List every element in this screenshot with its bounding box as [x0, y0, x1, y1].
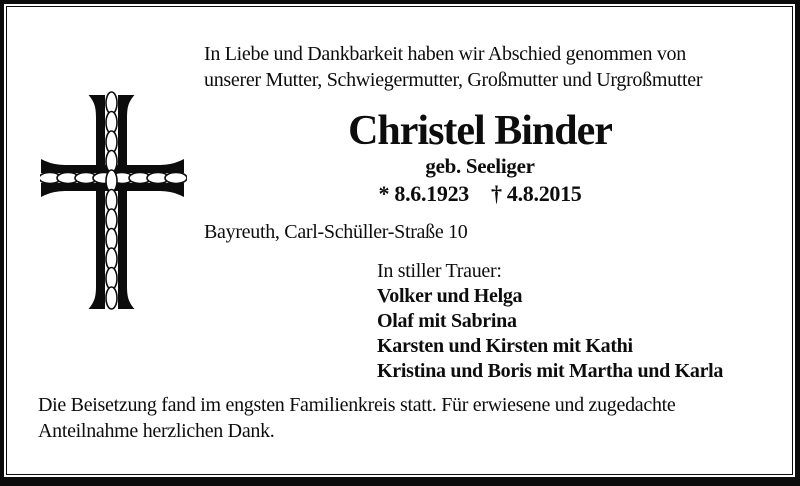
birth-date: * 8.6.1923	[378, 181, 469, 206]
closing-text	[38, 392, 675, 444]
intro-line: unserer Mutter, Schwiegermutter, Großmutter und Urgroßmutter	[204, 69, 703, 91]
closing-line: Anteilnahme herzlichen Dank.	[38, 420, 275, 442]
mourner-name: Volker und Helga	[377, 285, 523, 307]
closing-line: Die Beisetzung fand im engsten Familienkreis statt. Für erwiesene und zugedachte	[38, 394, 676, 416]
intro-line: In Liebe und Dankbarkeit haben wir Abschied genommen von	[204, 43, 686, 65]
deceased-name: Christel Binder	[348, 108, 612, 154]
address-line: Bayreuth, Carl-Schüller-Straße 10	[204, 221, 468, 243]
life-dates	[130, 180, 800, 207]
mourning-block	[377, 259, 723, 384]
mourner-name: Kristina und Boris mit Martha und Karla	[377, 360, 724, 382]
mourner-name: Karsten und Kirsten mit Kathi	[377, 335, 633, 357]
mourning-header: In stiller Trauer:	[377, 260, 502, 282]
deceased-block	[130, 108, 800, 207]
death-date: † 4.8.2015	[491, 181, 582, 206]
mourner-name: Olaf mit Sabrina	[377, 310, 517, 332]
intro-text	[204, 41, 702, 93]
maiden-name: geb. Seeliger	[425, 154, 535, 178]
